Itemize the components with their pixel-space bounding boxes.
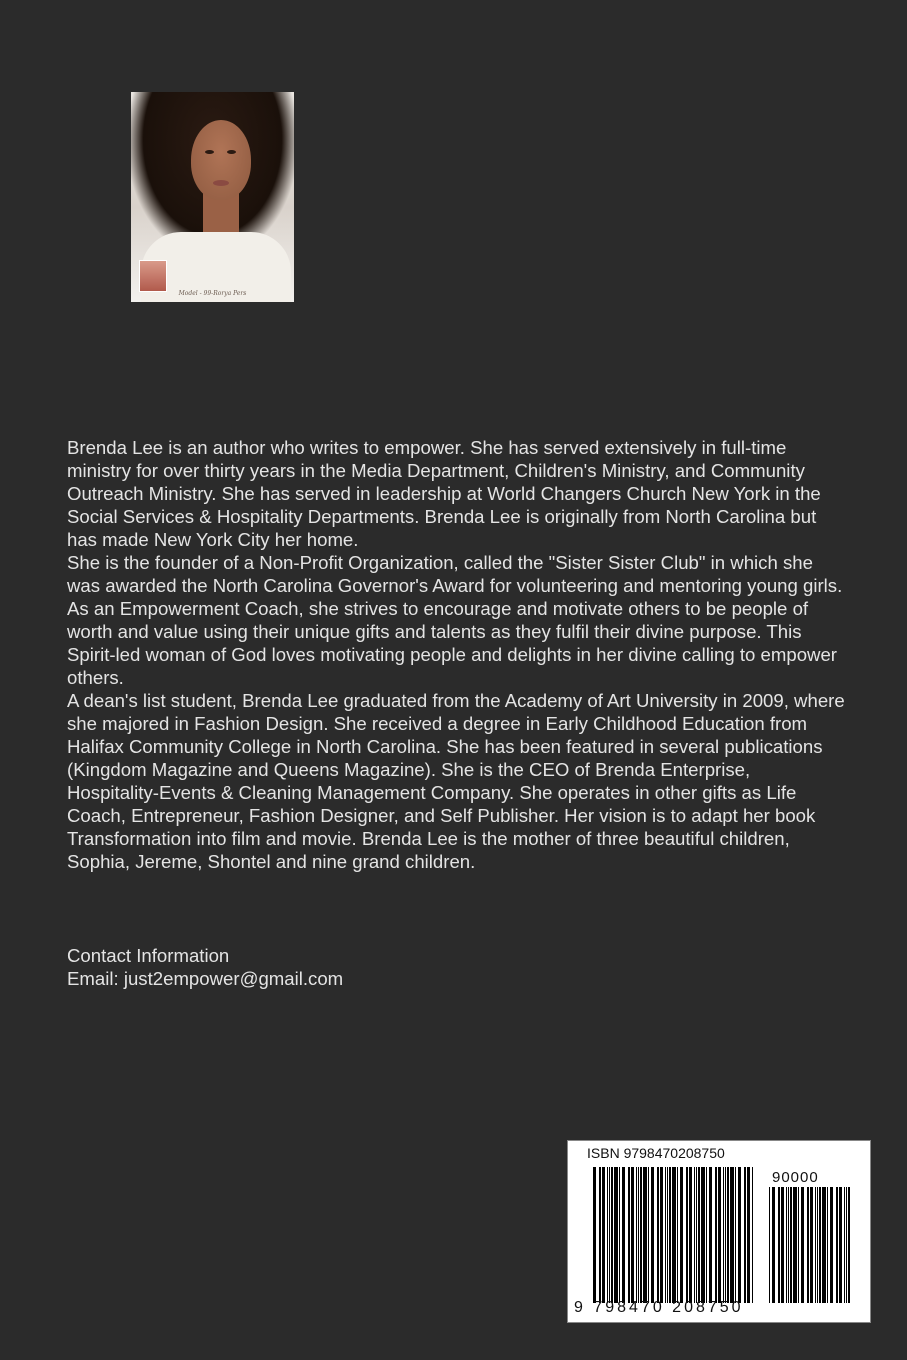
barcode-bar [602,1167,605,1303]
barcode-bar [747,1167,750,1303]
barcode-bar [786,1187,787,1303]
barcode-bar [781,1187,784,1303]
barcode-bar [669,1167,671,1303]
photo-inset-image [139,260,167,292]
contact-heading: Contact Information [67,945,230,966]
photo-eye-right [227,150,236,154]
barcode-bar [725,1167,726,1303]
barcode-bar [611,1167,613,1303]
barcode-bar [798,1187,799,1303]
isbn-label: ISBN 9798470208750 [587,1145,725,1161]
barcode-bar [819,1187,821,1303]
barcode-bar [727,1167,729,1303]
barcode-bar [788,1187,789,1303]
barcode-bar [657,1167,659,1303]
barcode-bar [660,1167,663,1303]
barcode-bar [648,1167,649,1303]
barcode-bar [672,1167,676,1303]
barcode-bar [665,1167,666,1303]
barcode-bar [631,1167,634,1303]
barcode-bar [718,1167,721,1303]
barcode-bar [686,1167,688,1303]
barcode-bar [848,1187,850,1303]
barcode-main-bars [593,1167,756,1303]
barcode-bar [698,1167,700,1303]
barcode-bar [701,1167,705,1303]
barcode-bar [801,1187,804,1303]
barcode-bar [680,1167,683,1303]
barcode-bar [730,1167,734,1303]
barcode-bar [822,1187,826,1303]
barcode-bar [607,1167,608,1303]
barcode-bar [667,1167,668,1303]
photo-lips [213,180,229,186]
barcode-bar [643,1167,647,1303]
barcode-bar [706,1167,707,1303]
barcode-addon-bars [769,1187,851,1303]
barcode-bar [769,1187,770,1303]
barcode-bar [677,1167,678,1303]
barcode-bar [709,1167,712,1303]
barcode-bar [640,1167,642,1303]
barcode-bar [609,1167,610,1303]
photo-eye-left [205,150,214,154]
barcode-bar [772,1187,775,1303]
photo-caption: Model - 99-Rorya Pers [178,290,247,297]
barcode-bar [817,1187,818,1303]
barcode-bar [636,1167,637,1303]
contact-email: Email: just2empower@gmail.com [67,968,344,989]
barcode-bar [793,1187,797,1303]
barcode-bar [738,1167,741,1303]
barcode-bar [689,1167,692,1303]
barcode-bar [839,1187,842,1303]
author-bio [67,436,847,873]
barcode-bar [614,1167,618,1303]
barcode-addon-digits: 90000 [772,1169,819,1186]
barcode-bar [622,1167,625,1303]
bio-paragraph-1: Brenda Lee is an author who writes to empower. She has served extensively in full-time ministry for over thirty years in the Media Department, Children's Ministry, and Community Outreach Ministry. She has served in leadership at World Changers Church New York in the Social Services & Hospitality Departments. Brenda Lee is originally from North Carolina but has made New York City her home. [67,437,821,550]
barcode-bar [846,1187,847,1303]
barcode-bar [830,1187,833,1303]
barcode-bar [827,1187,828,1303]
barcode-bar [715,1167,717,1303]
barcode-bar [599,1167,601,1303]
barcode-bar [744,1167,746,1303]
barcode-bar [778,1187,780,1303]
barcode-bar [628,1167,630,1303]
photo-face [191,120,251,200]
barcode-bar [807,1187,809,1303]
barcode-bar [844,1187,845,1303]
barcode-bar [815,1187,816,1303]
author-photo [131,92,294,302]
barcode-bar [638,1167,639,1303]
barcode-bar [593,1167,596,1303]
barcode-bar [836,1187,838,1303]
barcode-bar [723,1167,724,1303]
barcode-main-digits: 9 798470 208750 [574,1299,744,1316]
bio-paragraph-2: She is the founder of a Non-Profit Organization, called the "Sister Sister Club" in which she was awarded the North Carolina Governor's Award for volunteering and mentoring young girls. As an Empowerment Coach, she strives to encourage and motivate others to be people of worth and value using their unique gifts and talents as they fulfil their divine purpose. This Spirit-led woman of God loves motivating people and delights in her divine calling to empower others. [67,552,843,688]
barcode-bar [752,1167,753,1303]
isbn-barcode [567,1140,871,1323]
contact-block [67,944,567,990]
bio-paragraph-3: A dean's list student, Brenda Lee graduated from the Academy of Art University in 2009, where she majored in Fashion Design. She received a degree in Early Childhood Education from Halifax Community College in North Carolina. She has been featured in several publications (Kingdom Magazine and Queens Magazine). She is the CEO of Brenda Enterprise, Hospitality-Events & Cleaning Management Company. She operates in other gifts as Life Coach, Entrepreneur, Fashion Designer, and Self Publisher. Her vision is to adapt her book Transformation into film and movie. Brenda Lee is the mother of three beautiful children, Sophia, Jereme, Shontel and nine grand children. [67,690,845,872]
barcode-bar [694,1167,695,1303]
barcode-bar [651,1167,654,1303]
barcode-bar [810,1187,813,1303]
barcode-bar [619,1167,620,1303]
barcode-bar [696,1167,697,1303]
barcode-bar [735,1167,736,1303]
barcode-bar [790,1187,792,1303]
